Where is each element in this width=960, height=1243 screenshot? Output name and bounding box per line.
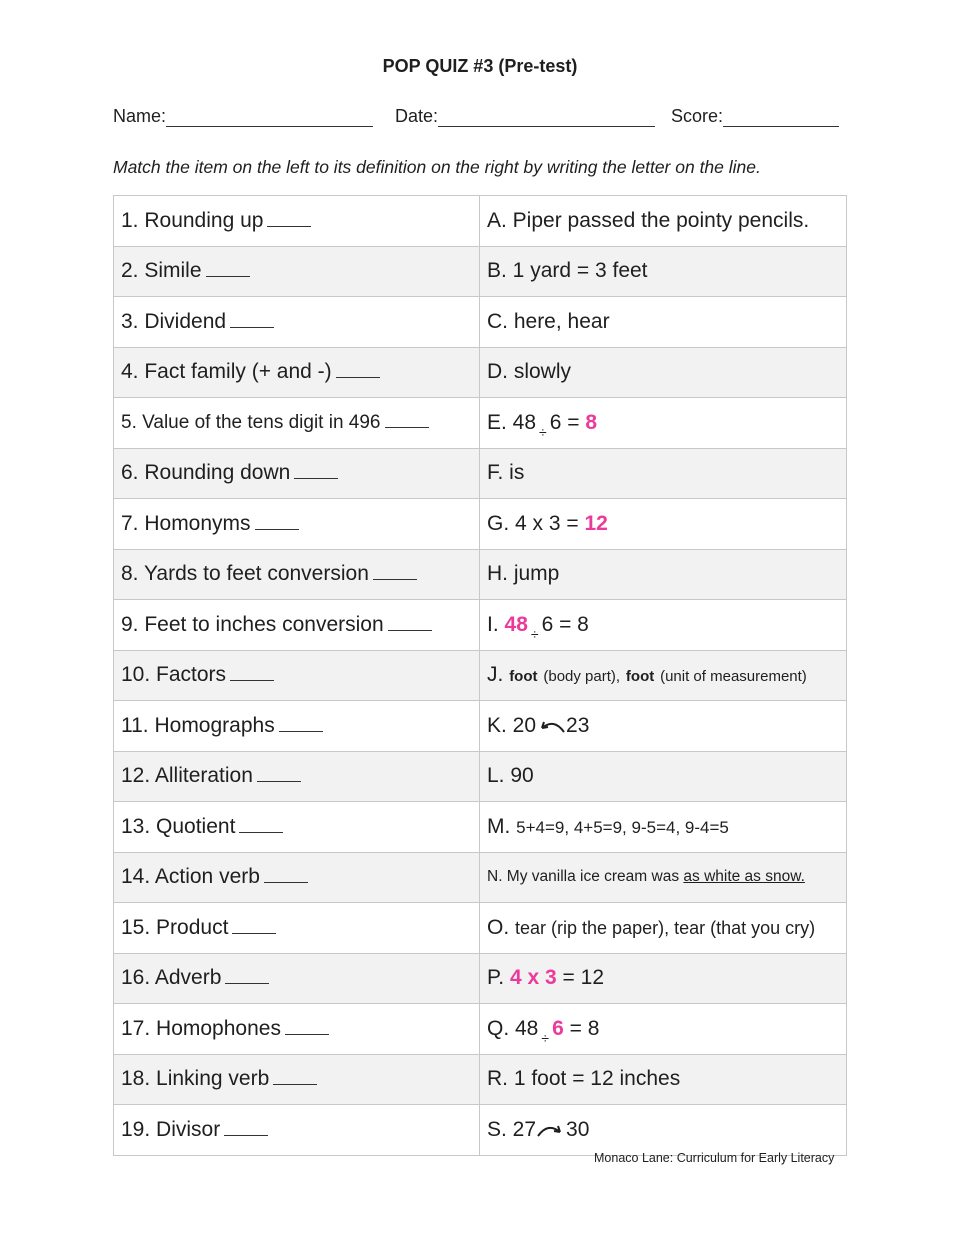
definition-q-rest: = 8 [569,1016,600,1040]
definition-cell [480,650,847,701]
score-field[interactable] [671,106,839,127]
score-blank[interactable] [723,108,839,127]
definition-j-word2: foot [625,668,655,686]
item-label: 11. Homographs [121,713,275,737]
item-cell [114,246,480,297]
answer-blank[interactable] [285,1018,329,1035]
answer-blank[interactable] [273,1068,317,1085]
answer-blank[interactable] [279,715,323,732]
table-row [114,650,847,701]
highlight-product: 12 [584,511,608,535]
definition-r: R. 1 foot = 12 inches [487,1067,681,1091]
definition-k [487,714,589,737]
answer-blank[interactable] [336,361,380,378]
answer-blank[interactable] [255,513,299,530]
table-row [114,701,847,752]
item-cell [114,650,480,701]
definition-cell [480,751,847,802]
definition-p-prefix: P. [487,966,505,990]
definition-j-desc1: (body part), [543,668,621,686]
definition-cell [480,1105,847,1156]
answer-blank[interactable] [385,411,429,428]
item-cell [114,297,480,348]
answer-blank[interactable] [225,967,269,984]
item-label: 18. Linking verb [121,1067,270,1091]
definition-cell [480,196,847,247]
item-cell [114,802,480,853]
definition-j-desc2: (unit of measurement) [660,668,807,686]
answer-blank[interactable] [264,866,308,883]
definition-cell [480,297,847,348]
item-cell [114,953,480,1004]
item-cell [114,1004,480,1055]
item-label: 17. Homophones [121,1016,281,1040]
item-label: 15. Product [121,915,229,939]
definition-e [487,410,598,440]
table-row [114,1004,847,1055]
definition-cell [480,1004,847,1055]
definition-d: D. slowly [487,360,572,384]
item-label: 5. Value of the tens digit in 496 [121,412,381,434]
definition-k-prefix: K. 20 [487,713,537,737]
definition-k-rest: 23 [566,713,590,737]
item-label: 6. Rounding down [121,461,291,485]
item-label: 7. Homonyms [121,511,251,535]
definition-i-rest: 6 = 8 [541,612,589,636]
date-blank[interactable] [438,108,655,127]
item-label: 13. Quotient [121,814,236,838]
answer-blank[interactable] [224,1119,268,1136]
definition-s [487,1118,589,1141]
divide-sign: ÷ [530,625,539,642]
definition-m-letter: M. [487,814,511,838]
item-label: 10. Factors [121,663,227,687]
definition-cell [480,398,847,449]
definition-o [487,916,815,939]
table-row [114,448,847,499]
answer-blank[interactable] [373,563,417,580]
table-row [114,852,847,903]
table-row [114,246,847,297]
table-row [114,549,847,600]
definition-j-letter: J. [487,663,504,687]
item-cell [114,398,480,449]
definition-s-prefix: S. 27 [487,1117,537,1141]
definition-cell [480,549,847,600]
table-row [114,1054,847,1105]
highlight-quotient: 8 [585,410,598,434]
answer-blank[interactable] [230,311,274,328]
answer-blank[interactable] [388,614,432,631]
definition-h: H. jump [487,562,560,586]
table-row [114,499,847,550]
definition-l: L. 90 [487,764,534,788]
answer-blank[interactable] [257,765,301,782]
name-blank[interactable] [166,108,373,127]
definition-p-rest: = 12 [562,966,605,990]
definition-m-rest: 5+4=9, 4+5=9, 9-5=4, 9-4=5 [516,817,729,837]
item-label: 2. Simile [121,259,202,283]
definition-cell [480,852,847,903]
item-cell [114,448,480,499]
quiz-title: POP QUIZ #3 (Pre-test) [382,56,578,76]
item-label: 14. Action verb [121,865,260,889]
table-row [114,347,847,398]
item-label: 19. Divisor [121,1117,221,1141]
item-label: 1. Rounding up [121,208,264,232]
divide-sign: ÷ [541,1029,550,1046]
definition-a: A. Piper passed the pointy pencils. [487,208,810,232]
item-label: 8. Yards to feet conversion [121,562,369,586]
definition-o-letter: O. [487,915,510,939]
highlight-dividend: 48 [504,612,528,636]
answer-blank[interactable] [267,210,311,227]
definition-i [487,612,589,642]
score-label: Score: [671,106,724,126]
answer-blank[interactable] [206,260,250,277]
item-cell [114,1054,480,1105]
item-cell [114,701,480,752]
definition-cell [480,903,847,954]
name-label: Name: [113,106,167,126]
definition-g [487,512,608,535]
table-row [114,903,847,954]
definition-o-rest: tear (rip the paper), tear (that you cry) [515,917,816,938]
item-cell [114,499,480,550]
answer-blank[interactable] [294,462,338,479]
item-cell [114,751,480,802]
highlight-divisor: 6 [552,1016,564,1040]
definition-g-prefix: G. 4 x 3 = [487,511,579,535]
table-row [114,802,847,853]
definition-e-mid: 6 = [549,410,580,434]
answer-blank[interactable] [230,664,274,681]
date-field[interactable] [395,106,655,127]
table-row [114,297,847,348]
item-cell [114,196,480,247]
definition-b: B. 1 yard = 3 feet [487,259,648,283]
highlight-factors: 4 x 3 [509,966,557,990]
definition-p [487,966,604,989]
definition-q [487,1016,600,1046]
definition-j-word1: foot [509,668,538,686]
definition-cell [480,1054,847,1105]
student-info-line [113,106,847,132]
definition-n-prefix: N. My vanilla ice cream was [487,868,680,886]
definition-i-prefix: I. [487,612,499,636]
item-cell [114,549,480,600]
item-label: 16. Adverb [121,966,222,990]
item-cell [114,852,480,903]
round-down-arrow-icon [536,716,566,736]
name-field[interactable] [113,106,373,127]
item-label: 9. Feet to inches conversion [121,612,384,636]
item-cell [114,347,480,398]
definition-j [487,663,807,686]
definition-f: F. is [487,461,525,485]
definition-cell [480,600,847,651]
table-row [114,953,847,1004]
table-row [114,751,847,802]
answer-blank[interactable] [232,917,276,934]
definition-q-prefix: Q. 48 [487,1016,539,1040]
item-cell [114,1105,480,1156]
definition-e-prefix: E. 48 [487,410,537,434]
answer-blank[interactable] [239,816,283,833]
table-row [114,398,847,449]
table-row [114,196,847,247]
table-row [114,600,847,651]
definition-cell [480,701,847,752]
definition-n [487,868,805,885]
matching-table [113,195,847,1156]
definition-cell [480,953,847,1004]
item-label: 3. Dividend [121,309,227,333]
round-up-arrow-icon [536,1120,566,1140]
definition-cell [480,246,847,297]
definition-n-simile: as white as snow. [683,868,805,886]
divide-sign: ÷ [539,423,547,440]
instructions: Match the item on the left to its definition on the right by writing the letter on the line. [113,157,761,177]
item-label: 12. Alliteration [121,764,253,788]
definition-cell [480,802,847,853]
definition-s-rest: 30 [566,1117,590,1141]
footer-credit: Monaco Lane: Curriculum for Early Literacy [594,1151,835,1165]
date-label: Date: [395,106,439,126]
item-cell [114,903,480,954]
item-label: 4. Fact family (+ and -) [121,360,332,384]
table-row [114,1105,847,1156]
definition-m [487,815,729,838]
item-cell [114,600,480,651]
definition-cell [480,347,847,398]
definition-c: C. here, hear [487,309,610,333]
definition-cell [480,499,847,550]
definition-cell [480,448,847,499]
